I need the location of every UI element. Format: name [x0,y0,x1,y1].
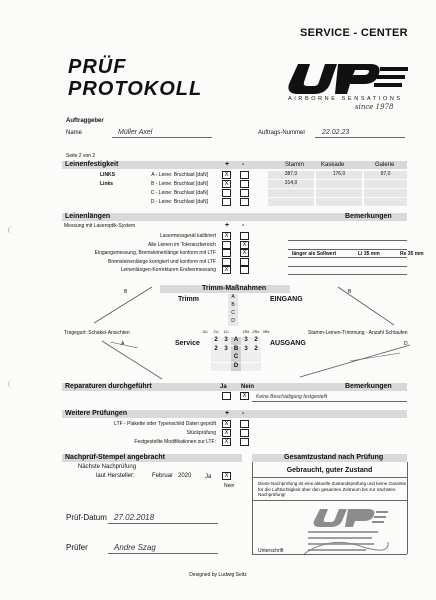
up-logo [280,62,410,96]
trim-header [160,285,290,293]
ls-kaskade [316,198,362,206]
stamp-nein-label: Nein [224,483,235,489]
ll-plus-box[interactable] [222,258,231,266]
col-galerie: Galerie [375,162,395,168]
further-plus-box[interactable]: X [222,438,231,446]
ls-plus-box[interactable]: X [222,180,231,188]
brand-since: since 1978 [355,103,394,111]
trim-left-2 [221,363,231,371]
ll-row-label: Lasermessgerät kalibriert [159,233,216,239]
trim-row-letter: C [231,354,241,362]
ll-minus: - [242,222,245,229]
ll-plus-box[interactable] [222,249,231,257]
riser-left-b: B [124,289,128,295]
trim-right-2: 2 [251,337,261,345]
overall-value: Gebraucht, guter Zustand [286,467,373,474]
ls-minus-box[interactable] [240,198,249,206]
further-minus-box[interactable] [240,420,249,428]
ls-plus-box[interactable] [222,198,231,206]
riser-left-a: A [121,341,125,347]
repairs-remarks: Bemerkungen [345,383,392,390]
ll-remark-line [288,240,407,241]
line-lengths-header [62,213,407,221]
service-label: Service [175,340,200,347]
traggurt-label: Tragegurt: Schäkel-Ansichten [64,330,130,336]
stamp-ja-box[interactable]: X [222,472,231,480]
client-name-label: Name [66,130,83,136]
ls-minus-box[interactable] [240,171,249,179]
trim-row-letter: B [231,346,241,354]
line-strength-plus: + [225,161,230,168]
overall-note: Diese Nachprüfung ist eine aktuelle Zustandsprüfung und keine Garantie für die Lufttüchtigkeit über den gesamten Zeitraum bis zur nächsten Nachprüfung! [258,481,407,498]
ls-galerie: 97,0 [364,171,407,179]
ls-kaskade: 176,0 [316,171,362,179]
trim-left-2: 3 [221,337,231,345]
ls-side: LINKS [100,172,115,178]
maker-label: laut Hersteller: [96,473,135,479]
trim-col-head: 2Re [252,330,260,334]
trim-left-2 [221,354,231,362]
ll-remark-line [288,249,407,250]
service-stamp-mark [304,509,388,554]
col-kaskade: Kaskade [321,162,345,168]
next-check-label: Nächste Nachprüfung [78,464,137,470]
trim-col-head: 1Re [242,330,250,334]
trim-eingang: EINGANG [270,296,303,303]
next-month: Februar [152,473,174,479]
repairs-title: Reparaturen durchgeführt [65,383,152,390]
ll-minus-box[interactable]: X [240,241,249,249]
ll-plus: + [225,222,230,229]
test-date-value: 27.02.2018 [114,513,155,522]
next-year: 2020 [178,473,192,479]
ls-kaskade [316,180,362,188]
line-strength-minus: - [242,161,245,168]
line-strength-header [62,161,407,169]
trim-right-1: 3 [241,337,251,345]
ll-row-label: Leinenlängen-Korrekturen Endvermessung [120,267,216,273]
stamp-ja-label: Ja [205,474,212,480]
trim-row-letter: A [231,337,241,345]
further-plus-box[interactable]: X [222,429,231,437]
title-line2: PROTOKOLL [68,78,203,100]
stamm-leinen-label: Stamm-Leinen-Trimmung - Anzahl Schlaufen [308,330,408,336]
trim-left-3 [211,363,221,371]
test-date-label: Prüf-Datum [66,513,107,522]
ll-li-value: Li 35 mm [358,251,380,257]
repairs-ja-box[interactable] [222,392,231,400]
ll-remark-line [288,274,407,275]
trim-entry-letter: C [228,310,238,318]
up-logo-mark [288,64,408,94]
riser-right-b: B [348,289,352,295]
ls-row-label: A - Leine: Bruchlast [daN] [151,172,208,178]
trim-title: Trimm-Maßnahmen [202,285,267,292]
trim-right-1 [241,363,251,371]
ls-plus-box[interactable] [222,189,231,197]
ls-galerie [364,180,407,188]
repairs-nein-box[interactable]: X [240,392,249,400]
riser-sketch-left [92,283,172,383]
ll-minus-box[interactable] [240,258,249,266]
binder-mark-top [8,226,16,234]
ll-minus-box[interactable] [240,266,249,274]
ls-galerie [364,189,407,197]
ls-side: Links [100,181,114,187]
further-header [62,410,407,418]
ll-plus-box[interactable] [222,241,231,249]
trim-entry-letter: D [228,318,238,326]
page-indicator: Seite 2 von 2 [66,153,96,159]
further-row-label: Stückprüfung [186,430,216,436]
repairs-remark-text: Keine Beschädigung festgestellt [256,394,328,400]
further-plus: + [225,410,230,417]
ll-minus-box[interactable] [240,232,249,240]
ls-stamm: 314,0 [268,180,314,188]
ll-row-label: Eingangsmessung, Bremsleinenlänge konform mit LTF [94,250,216,256]
trim-col-head: 3Li [202,330,208,334]
overall-title: Gesamtzustand nach Prüfung [284,454,384,461]
ll-remark-text: länger als Sollwert [292,251,337,257]
ls-row-label: B - Leine: Bruchlast [daN] [151,181,208,187]
line-lengths-remarks: Bemerkungen [345,213,392,220]
service-center-title: SERVICE - CENTER [300,27,408,39]
trim-left-3: 2 [211,337,221,345]
repairs-ja: Ja [220,384,227,390]
title-line1: PRÜF [68,56,127,78]
line-lengths-title: Leinenlängen [65,213,111,220]
further-row-label: LTF - Plakette oder Typenschild Daten geprüft [114,421,216,427]
ll-plus-box[interactable]: X [222,232,231,240]
client-name-value: Müller Axel [118,129,153,136]
line-lengths-subtitle: Messung mit Laseroptik-System [64,223,136,229]
ls-row-label: D - Leine: Bruchlast [daN] [150,199,208,205]
ls-stamm [268,198,314,206]
further-title: Weitere Prüfungen [65,410,128,417]
trim-right-2: 2 [251,346,261,354]
riser-right-d: D [404,341,408,347]
signature-label: Unterschrift [258,548,284,554]
ls-row-label: C - Leine: Bruchlast [daN] [150,190,208,196]
further-minus-box[interactable] [240,429,249,437]
ls-kaskade [316,189,362,197]
repairs-header [62,383,407,391]
trim-right-2 [251,363,261,371]
trim-col-head: 3Re [262,330,270,334]
brand-tagline: AIRBORNE SENSATIONS [288,96,403,102]
ll-re-value: Re 35 mm [400,251,424,257]
ls-stamm: 387,0 [268,171,314,179]
client-section-label: Auftraggeber [66,118,104,124]
trim-label: Trimm [178,296,200,303]
ll-minus-box[interactable]: X [240,249,249,257]
ls-plus-box[interactable]: X [222,171,231,179]
ll-remark-line [288,266,407,267]
trim-entry-letter: B [228,302,238,310]
trim-col-head: 1Li [223,330,229,334]
designed-by: Designed by Ludwig Seitz [189,572,247,578]
order-number-value: 22.02.23 [322,129,350,136]
further-minus: - [242,410,245,417]
trim-right-2 [251,354,261,362]
repairs-nein: Nein [241,384,255,390]
ausgang-label: AUSGANG [270,340,306,347]
trim-row-letter: D [231,363,241,371]
further-row-label: Festgestellte Modifikationen zur LTF: [134,439,216,445]
further-plus-box[interactable]: X [222,420,231,428]
ll-remark-line [288,257,407,258]
riser-sketch-right [290,283,410,383]
stamp-title: Nachprüf-Stempel angebracht [65,454,165,461]
ll-row-label: Alle Leinen im Toleranzbereich [147,241,216,248]
service-stamp [300,506,390,558]
trim-entry-letter: A [228,294,238,302]
ll-plus-box[interactable]: X [222,266,231,274]
trim-left-3: 2 [211,346,221,354]
trim-right-1: 3 [241,346,251,354]
order-number-label: Auftrags-Nummer [258,130,306,136]
tester-value: Andre Szag [114,543,156,552]
ll-row-label: Bremsleinenlänge korrigiert und konform mit LTF [107,258,216,265]
further-minus-box[interactable] [240,438,249,446]
line-strength-title: Leinenfestigkeit [65,161,119,168]
ls-minus-box[interactable] [240,189,249,197]
ls-minus-box[interactable] [240,180,249,188]
col-stamm: Stamm [285,162,305,168]
overall-header [252,454,407,462]
trim-left-3 [211,354,221,362]
ls-galerie [364,198,407,206]
stamp-header [62,454,242,462]
trim-left-2: 3 [221,346,231,354]
tester-label: Prüfer [66,543,88,552]
trim-col-head: 2Li [213,330,219,334]
trim-right-1 [241,354,251,362]
binder-mark-bottom [8,380,16,388]
ls-stamm [268,189,314,197]
